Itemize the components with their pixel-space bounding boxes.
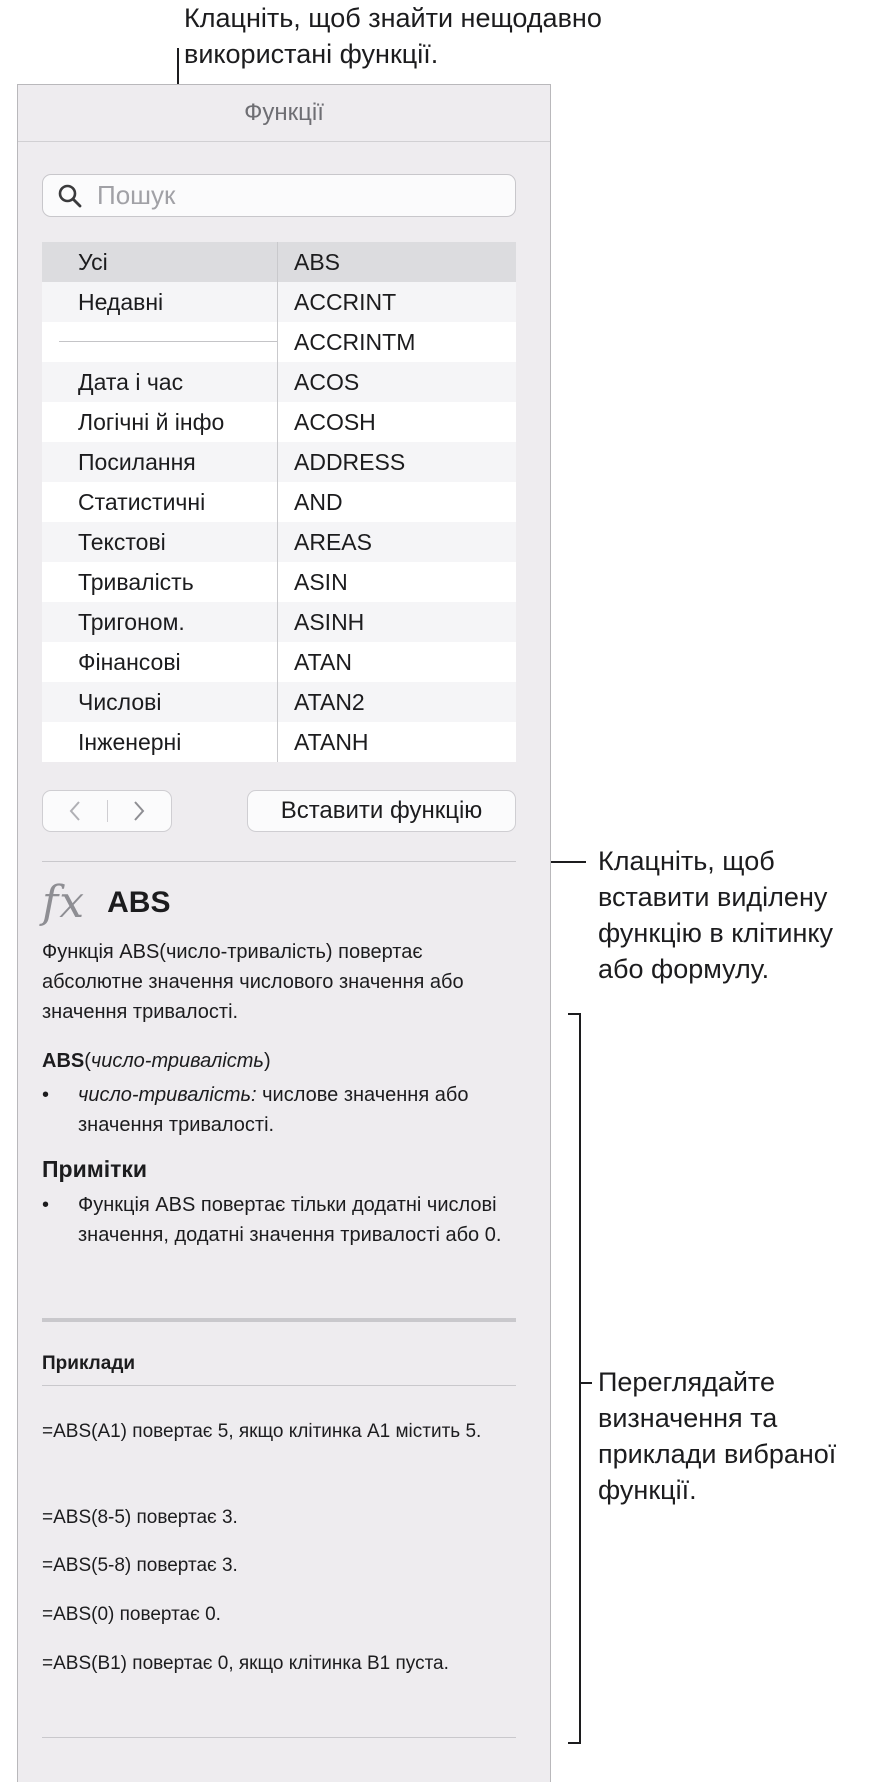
section-divider xyxy=(42,1318,516,1322)
back-button[interactable] xyxy=(43,791,107,831)
function-item[interactable]: ATANH xyxy=(294,728,369,755)
category-item-recent[interactable]: Недавні xyxy=(42,282,277,322)
example-item: =ABS(A1) повертає 5, якщо клітинка A1 містить 5. xyxy=(42,1421,482,1442)
leader-bracket-vertical xyxy=(579,1013,581,1744)
syntax-name: ABS xyxy=(42,1050,85,1072)
callout-details: Переглядайте визначення та приклади вибраної функції. xyxy=(598,1367,837,1505)
category-separator xyxy=(42,322,277,362)
function-item[interactable]: AND xyxy=(294,488,343,515)
function-header xyxy=(42,877,170,928)
divider xyxy=(42,1737,516,1738)
divider xyxy=(42,861,516,862)
leader-bracket-top xyxy=(568,1013,581,1015)
argument-text xyxy=(78,1080,518,1140)
note-item xyxy=(42,1190,518,1280)
function-item[interactable]: ADDRESS xyxy=(278,442,516,482)
callout-recent: Клацніть, щоб знайти нещодавно використані функції. xyxy=(184,3,602,69)
category-item-numeric[interactable]: Числові xyxy=(42,682,277,722)
category-item-logical-info[interactable]: Логічні й інфо xyxy=(78,408,225,435)
forward-button[interactable] xyxy=(108,791,172,831)
category-item-date-time[interactable]: Дата і час xyxy=(42,362,277,402)
argument-description: числове значення або значення тривалості. xyxy=(78,1084,469,1136)
category-item-financial[interactable]: Фінансові xyxy=(78,648,181,675)
function-item[interactable]: AREAS xyxy=(278,522,516,562)
function-syntax xyxy=(42,1046,518,1076)
example-item: =ABS(8-5) повертає 3. xyxy=(42,1507,238,1528)
example-item: =ABS(5-8) повертає 3. xyxy=(42,1555,238,1576)
function-item[interactable]: ACCRINTM xyxy=(294,328,416,355)
function-item[interactable]: ABS xyxy=(278,242,516,282)
examples-heading: Приклади xyxy=(42,1353,136,1374)
function-item[interactable]: ATAN2 xyxy=(278,682,516,722)
search-input[interactable] xyxy=(97,180,457,211)
category-item-engineering[interactable]: Інженерні xyxy=(78,728,182,755)
bullet: • xyxy=(42,1194,50,1216)
function-item[interactable]: ASIN xyxy=(294,568,348,595)
category-item-reference[interactable]: Посилання xyxy=(42,442,277,482)
history-nav xyxy=(42,790,172,832)
argument-name: число-тривалість: xyxy=(78,1084,257,1106)
function-item[interactable]: ACOSH xyxy=(294,408,376,435)
example-item: =ABS(0) повертає 0. xyxy=(42,1604,221,1625)
insert-function-button[interactable]: Вставити функцію xyxy=(247,790,516,832)
callout-insert: Клацніть, щоб вставити виділену функцію в клітинку або формулу. xyxy=(598,846,834,984)
function-item[interactable]: ATAN xyxy=(294,648,352,675)
category-item-text[interactable]: Текстові xyxy=(42,522,277,562)
category-item-trigonometric[interactable]: Тригоном. xyxy=(42,602,277,642)
note-text: Функція ABS повертає тільки додатні числові значення, додатні значення тривалості або 0. xyxy=(78,1194,502,1246)
category-item-all[interactable]: Усі xyxy=(42,242,277,282)
leader-bracket-bottom xyxy=(568,1742,581,1744)
notes-heading: Примітки xyxy=(42,1156,148,1182)
functions-panel xyxy=(17,84,551,1782)
search-icon xyxy=(57,183,83,209)
category-item-duration[interactable]: Тривалість xyxy=(78,568,194,595)
argument-item xyxy=(42,1080,518,1140)
syntax-open: ( xyxy=(84,1050,91,1072)
category-item-statistical[interactable]: Статистичні xyxy=(78,488,206,515)
chevron-right-icon xyxy=(132,800,146,822)
function-item[interactable]: ASINH xyxy=(278,602,516,642)
function-description: Функція ABS(число-тривалість) повертає абсолютне значення числового значення або значення тривалості. xyxy=(42,941,464,1023)
leader-bracket-tick xyxy=(579,1382,592,1384)
category-list xyxy=(42,242,278,762)
search-field[interactable] xyxy=(42,174,516,217)
chevron-left-icon xyxy=(68,800,82,822)
fx-icon: fx xyxy=(42,877,86,928)
panel-title: Функції xyxy=(18,85,550,142)
function-list xyxy=(278,242,516,762)
divider xyxy=(42,1385,516,1386)
function-item[interactable]: ACOS xyxy=(278,362,516,402)
example-item: =ABS(B1) повертає 0, якщо клітинка B1 пуста. xyxy=(42,1653,449,1674)
syntax-close: ) xyxy=(263,1050,271,1072)
function-name: ABS xyxy=(107,885,171,919)
function-item[interactable]: ACCRINT xyxy=(278,282,516,322)
bullet: • xyxy=(42,1084,50,1106)
syntax-argument: число-тривалість xyxy=(90,1050,264,1072)
function-browser xyxy=(42,242,516,762)
